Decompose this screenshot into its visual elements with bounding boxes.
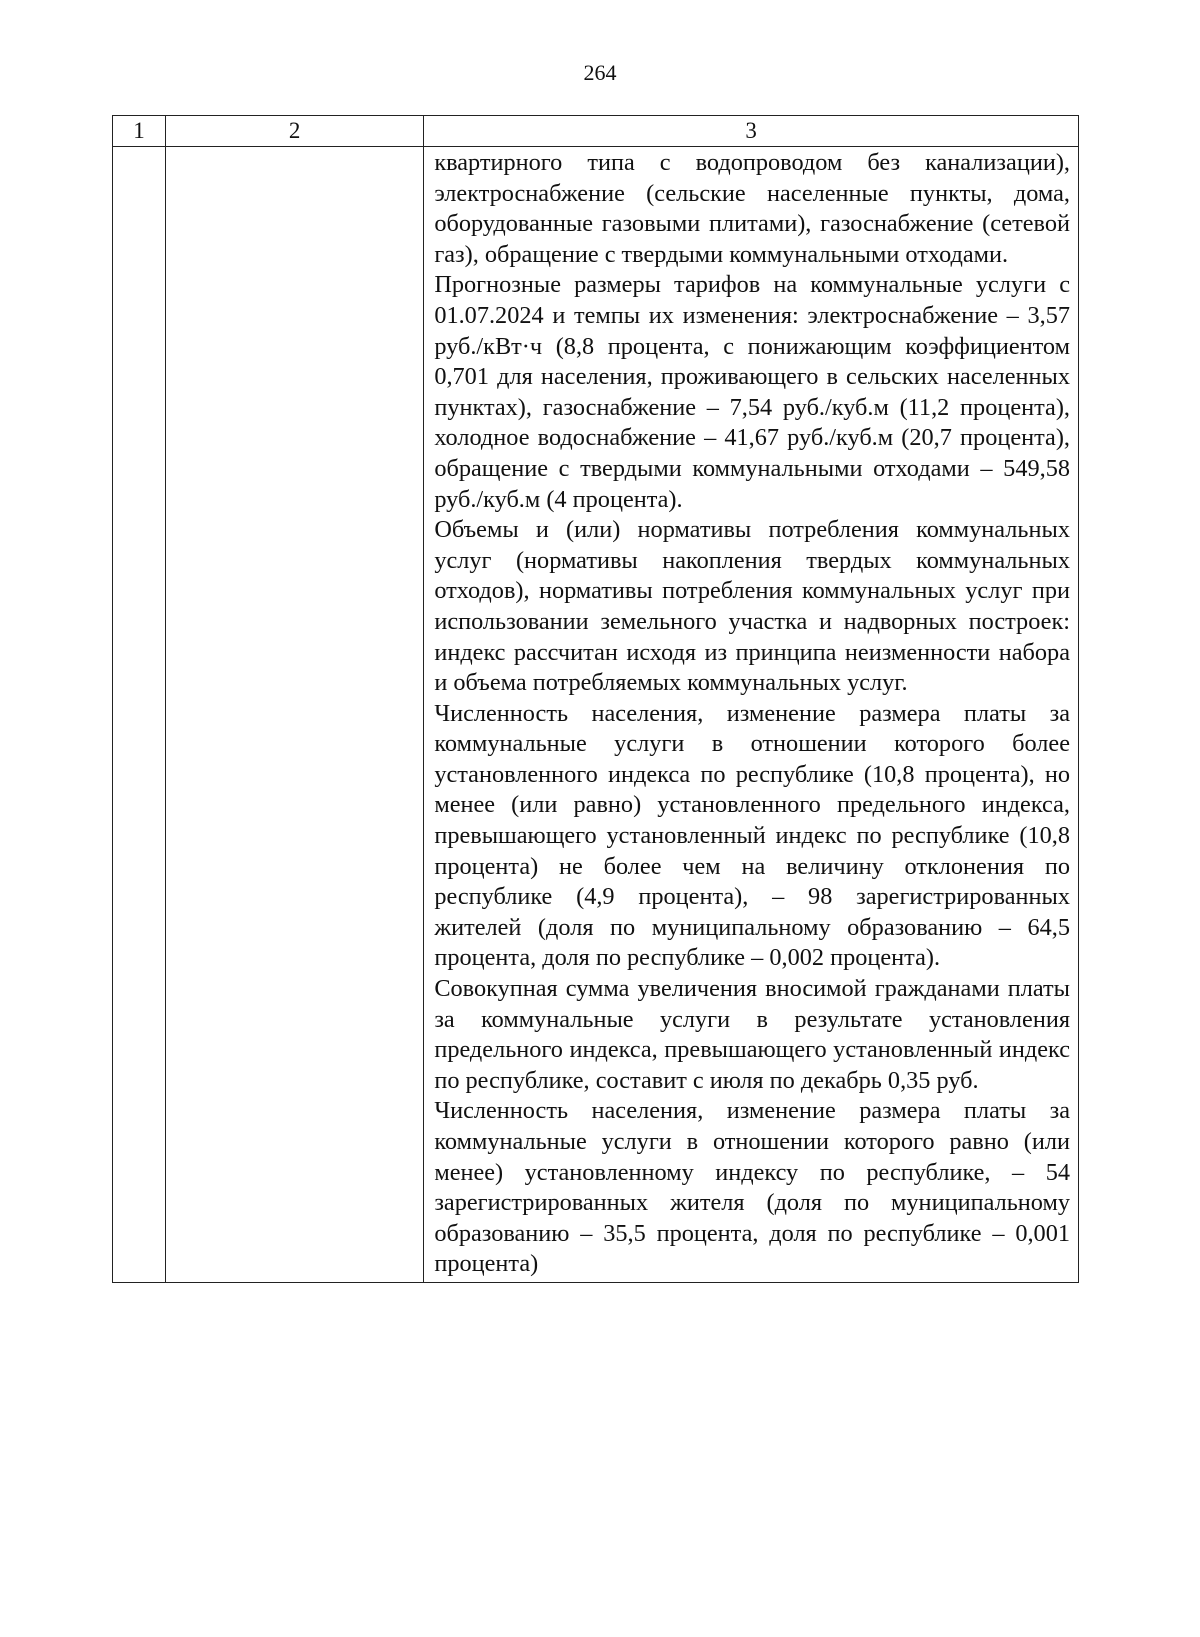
paragraph-consumption-norms: Объемы и (или) нормативы потребления коммунальных услуг (нормативы накопления твердых коммунальных отходов), нормативы потребления коммунальных услуг при использовании земельного участка и надворных построек: индекс рассчитан исходя из принципа неизменности набора и объема потребляемых коммунальных услуг. [434,516,1070,697]
header-cell-2: 2 [166,116,424,147]
header-cell-1: 1 [113,116,166,147]
paragraph-tariffs: Прогнозные размеры тарифов на коммунальные услуги с 01.07.2024 и темпы их изменения: электроснабжение – 3,57 руб./кВт·ч (8,8 процента, с понижающим коэффициентом 0,701 для населения, проживающего в сельских населенных пунктах), газоснабжение – 7,54 руб./куб.м (11,2 процента), холодное водоснабжение – 41,67 руб./куб.м (20,7 процента), обращение с твердыми коммунальными отходами – 549,58 руб./куб.м (4 процента). [434,271,1070,513]
header-cell-3: 3 [424,116,1079,147]
page-number: 264 [583,60,617,85]
document-table [112,115,1079,1283]
table-row [113,147,1079,1283]
cell-col-3 [424,147,1079,1283]
table-header-row [113,116,1079,147]
paragraph-total-increase: Совокупная сумма увеличения вносимой гражданами платы за коммунальные услуги в результате установления предельного индекса, превышающего установленный индекс по республике, составит с июля по декабрь 0,35 руб. [434,975,1070,1094]
cell-col-1 [113,147,166,1283]
paragraph-population-within-index: Численность населения, изменение размера платы за коммунальные услуги в отношении которого равно (или менее) установленному индексу по республике, – 54 зарегистрированных жителя (доля по муниципальному образованию – 35,5 процента, доля по республике – 0,001 процента) [434,1097,1070,1278]
paragraph-utilities-list: квартирного типа с водопроводом без канализации), электроснабжение (сельские населенные пункты, дома, оборудованные газовыми плитами), газоснабжение (сетевой газ), обращение с твердыми коммунальными отходами. [434,149,1070,268]
cell-col-2 [166,147,424,1283]
paragraph-population-above-index: Численность населения, изменение размера платы за коммунальные услуги в отношении которого более установленного индекса по республике (10,8 процента), но менее (или равно) установленного предельного индекса, превышающего установленный индекс по республике (10,8 процента) не более чем на величину отклонения по республике (4,9 процента), – 98 зарегистрированных жителей (доля по муниципальному образованию – 64,5 процента, доля по республике – 0,002 процента). [434,699,1070,972]
